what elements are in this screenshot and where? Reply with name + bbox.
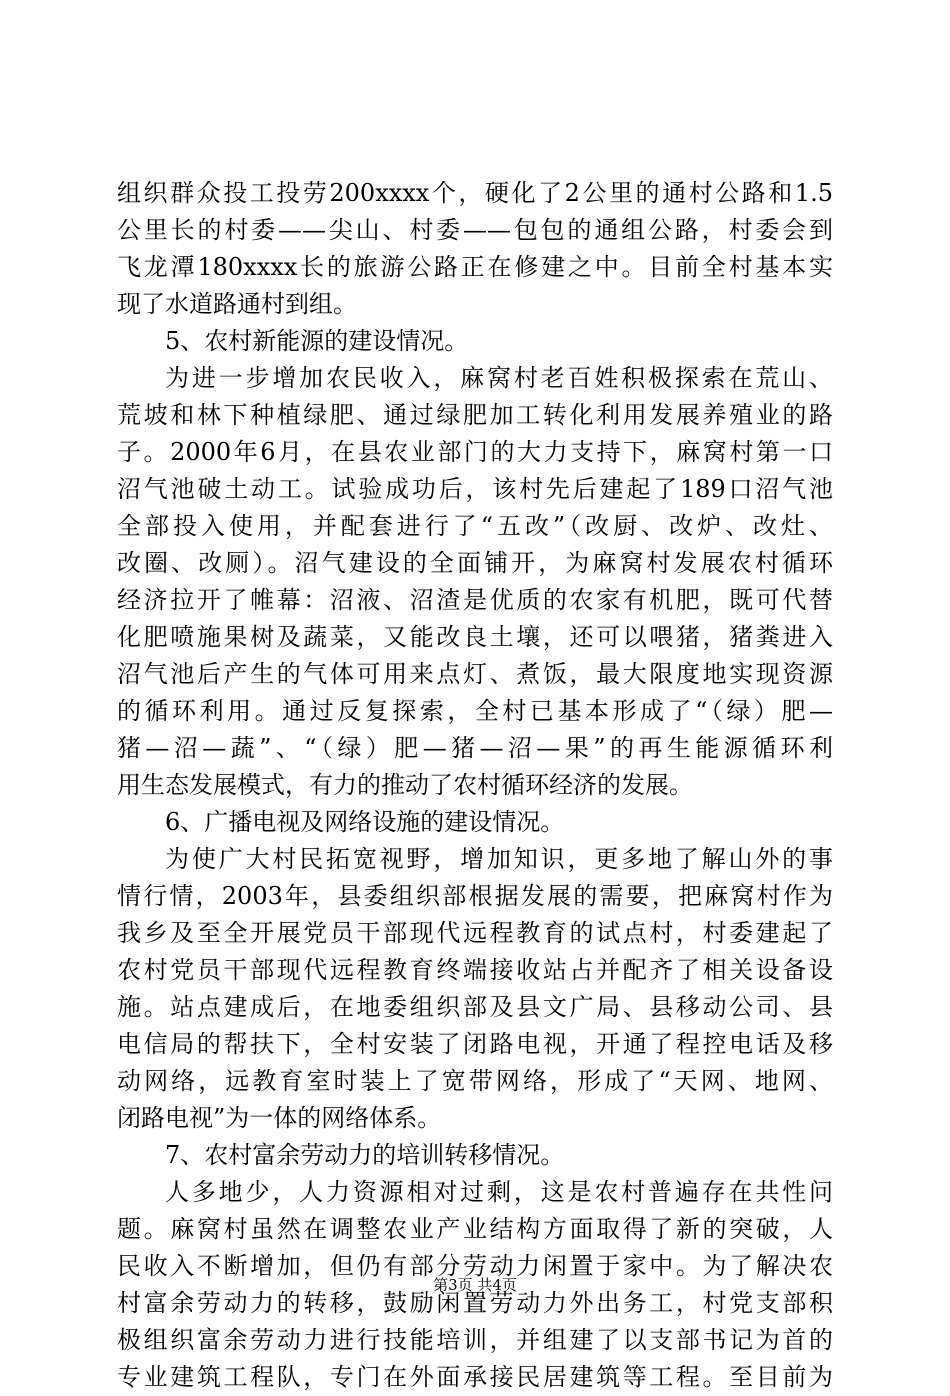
text-line: 题。麻窝村虽然在调整农业产业结构方面取得了新的突破，人 (117, 1215, 833, 1243)
text-line: 改圈、改厕）。沼气建设的全面铺开，为麻窝村发展农村循环 (117, 549, 833, 577)
section-heading-7: 7、农村富余劳动力的培训转移情况。 (165, 1141, 565, 1169)
text-line: 用生态发展模式，有力的推动了农村循环经济的发展。 (117, 771, 693, 799)
page-number-footer: 第3页 共4页 (433, 1276, 517, 1294)
text-line: 现了水道路通村到组。 (117, 290, 357, 318)
text-line: 闭路电视”为一体的网络体系。 (117, 1104, 442, 1132)
section-heading-6: 6、广播电视及网络设施的建设情况。 (165, 808, 565, 836)
text-line: 组织群众投工投劳200xxxx个，硬化了2公里的通村公路和1.5 (117, 179, 833, 207)
text-line: 为进一步增加农民收入，麻窝村老百姓积极探索在荒山、 (165, 364, 833, 392)
section-heading-5: 5、农村新能源的建设情况。 (165, 327, 469, 355)
document-body (117, 175, 833, 1396)
text-line: 我乡及至全开展党员干部现代远程教育的试点村，村委建起了 (117, 919, 833, 947)
text-line: 荒坡和林下种植绿肥、通过绿肥加工转化利用发展养殖业的路 (117, 401, 833, 429)
text-line: 沼气池破土动工。试验成功后，该村先后建起了189口沼气池 (117, 475, 833, 503)
text-line: 子。2000年6月，在县农业部门的大力支持下，麻窝村第一口 (117, 438, 833, 466)
text-line: 情行情，2003年，县委组织部根据发展的需要，把麻窝村作为 (117, 882, 833, 910)
text-line: 沼气池后产生的气体可用来点灯、煮饭，最大限度地实现资源 (117, 660, 833, 688)
text-line: 电信局的帮扶下，全村安装了闭路电视，开通了程控电话及移 (117, 1030, 833, 1058)
text-line: 村富余劳动力的转移，鼓励闲置劳动力外出务工，村党支部积 (117, 1289, 833, 1317)
text-line: 施。站点建成后，在地委组织部及县文广局、县移动公司、县 (117, 993, 833, 1021)
text-line: 专业建筑工程队，专门在外面承接民居建筑等工程。至目前为 (117, 1363, 833, 1391)
text-line: 的循环利用。通过反复探索，全村已基本形成了“（绿）肥— (117, 697, 833, 725)
text-line: 人多地少，人力资源相对过剩，这是农村普遍存在共性问 (165, 1178, 833, 1206)
text-line: 为使广大村民拓宽视野，增加知识，更多地了解山外的事 (165, 845, 833, 873)
text-line: 农村党员干部现代远程教育终端接收站占并配齐了相关设备设 (117, 956, 833, 984)
text-line: 经济拉开了帷幕：沼液、沼渣是优质的农家有机肥，既可代替 (117, 586, 833, 614)
text-line: 化肥喷施果树及蔬菜，又能改良土壤，还可以喂猪，猪粪进入 (117, 623, 833, 651)
text-line: 公里长的村委——尖山、村委——包包的通组公路，村委会到 (117, 216, 833, 244)
text-line: 动网络，远教育室时装上了宽带网络，形成了“天网、地网、 (117, 1067, 833, 1095)
text-line: 极组织富余劳动力进行技能培训，并组建了以支部书记为首的 (117, 1326, 833, 1354)
text-line: 全部投入使用，并配套进行了“五改”（改厨、改炉、改灶、 (117, 512, 833, 540)
text-line: 猪—沼—蔬”、“（绿）肥—猪—沼—果”的再生能源循环利 (117, 734, 833, 762)
text-line: 民收入不断增加，但仍有部分劳动力闲置于家中。为了解决农 (117, 1252, 833, 1280)
text-line: 飞龙潭180xxxx长的旅游公路正在修建之中。目前全村基本实 (117, 253, 833, 281)
